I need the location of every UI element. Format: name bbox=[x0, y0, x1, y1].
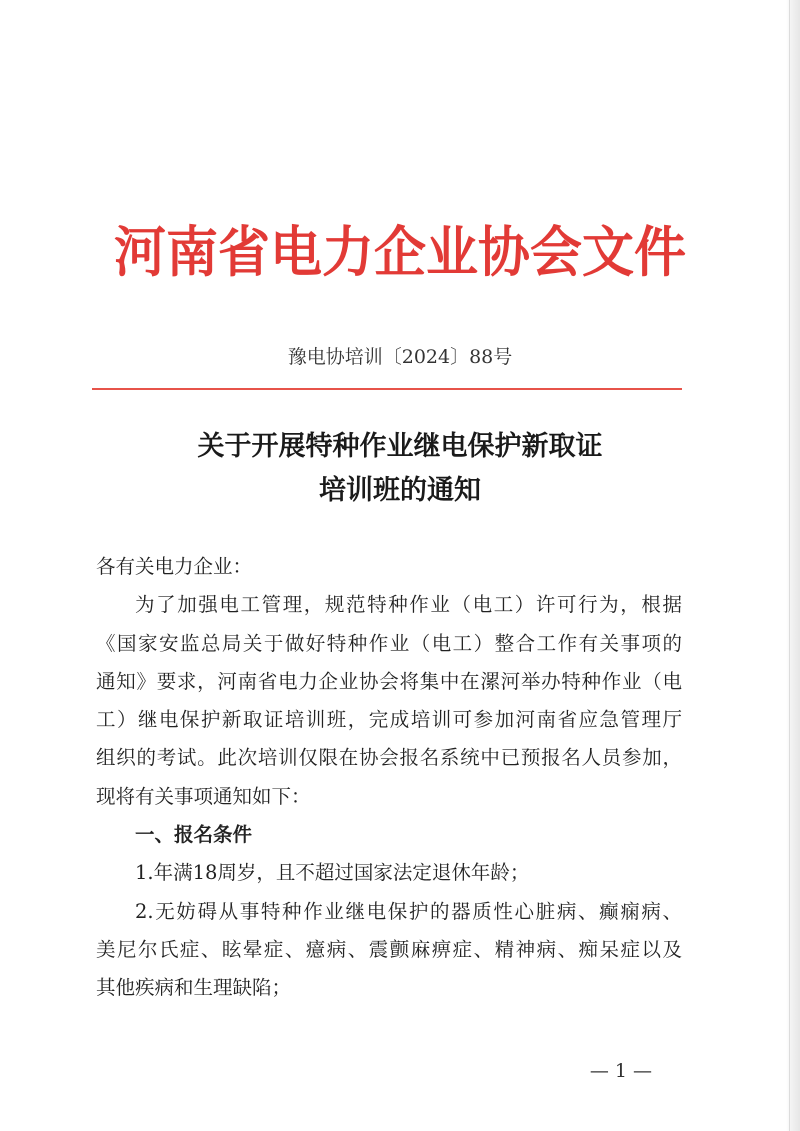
paragraph-1-line-2: 《国家安监总局关于做好特种作业（电工）整合工作有关事项的 bbox=[96, 631, 682, 655]
notice-title bbox=[0, 425, 800, 513]
condition-item-2-line-3: 其他疾病和生理缺陷； bbox=[96, 976, 292, 1000]
notice-title-line-2: 培训班的通知 bbox=[319, 475, 481, 506]
condition-item-2-line-1: 2.无妨碍从事特种作业继电保护的器质性心脏病、癫痫病、 bbox=[135, 899, 682, 923]
paragraph-1-line-5: 组织的考试。此次培训仅限在协会报名系统中已预报名人员参加， bbox=[96, 746, 682, 770]
condition-item-2-line-2: 美尼尔氏症、眩晕症、癔病、震颤麻痹症、精神病、痴呆症以及 bbox=[96, 937, 682, 961]
condition-item-1: 1.年满18周岁，且不超过国家法定退休年龄； bbox=[135, 861, 530, 885]
page-edge-line bbox=[789, 0, 790, 1131]
notice-title-line-1: 关于开展特种作业继电保护新取证 bbox=[197, 431, 603, 462]
red-divider-line bbox=[92, 388, 682, 390]
document-number: 豫电协培训〔2024〕88号 bbox=[287, 346, 513, 368]
section-heading-registration: 一、报名条件 bbox=[135, 823, 253, 847]
page-number: — 1 — bbox=[589, 1060, 652, 1082]
paragraph-1-line-3: 通知》要求，河南省电力企业协会将集中在漯河举办特种作业（电 bbox=[96, 669, 682, 693]
salutation: 各有关电力企业： bbox=[96, 555, 253, 578]
paragraph-1-line-1: 为了加强电工管理，规范特种作业（电工）许可行为，根据 bbox=[135, 593, 682, 617]
notice-body bbox=[96, 548, 682, 1008]
paragraph-1-line-4: 工）继电保护新取证培训班，完成培训可参加河南省应急管理厅 bbox=[96, 708, 682, 732]
paragraph-1-line-6: 现将有关事项通知如下： bbox=[96, 784, 311, 808]
document-header-title: 河南省电力企业协会文件 bbox=[113, 220, 686, 285]
